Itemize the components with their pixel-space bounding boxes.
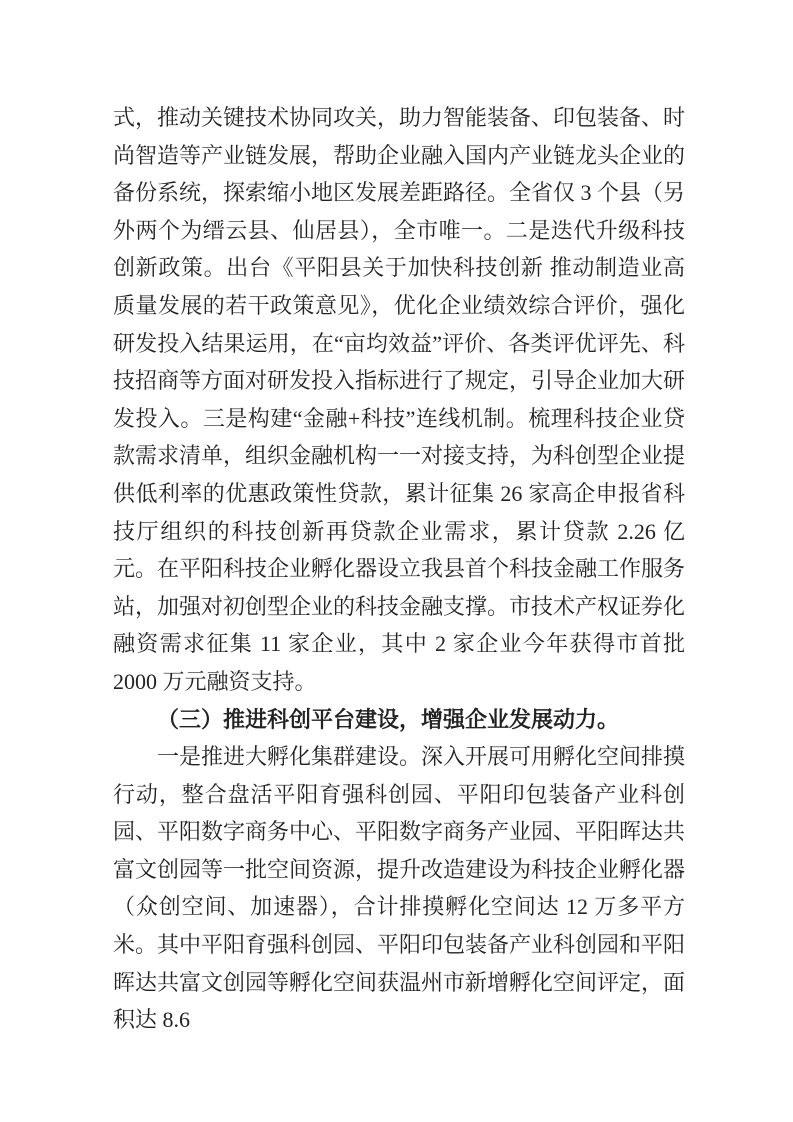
document-text-block: [113, 99, 685, 1039]
paragraph-body: 一是推进大孵化集群建设。深入开展可用孵化空间排摸行动，整合盘活平阳育强科创园、平阳印包装备产业科创园、平阳数字商务中心、平阳数字商务产业园、平阳晖达共富文创园等一批空间资源，提升改造建设为科技企业孵化器（众创空间、加速器），合计排摸孵化空间达 12 万多平方米。其中平阳育强科创园、平阳印包装备产业科创园和平阳晖达共富文创园等孵化空间获温州市新增孵化空间评定，面积达 8.6: [113, 744, 686, 1033]
section-heading: （三）推进科创平台建设，增强企业发展动力。: [157, 706, 620, 732]
paragraph-continuation: 式，推动关键技术协同攻关，助力智能装备、印包装备、时尚智造等产业链发展，帮助企业融入国内产业链龙头企业的备份系统，探索缩小地区发展差距路径。全省仅 3 个县（另外两个为缙云县、仙居县），全市唯一。二是迭代升级科技创新政策。出台《平阳县关于加快科技创新 推动制造业高质量发展的若干政策意见》，优化企业绩效综合评价，强化研发投入结果运用，在“亩均效益”评价、各类评优评先、科技招商等方面对研发投入指标进行了规定，引导企业加大研发投入。三是构建“金融+科技”连线机制。梳理科技企业贷款需求清单，组织金融机构一一对接支持，为科创型企业提供低利率的优惠政策性贷款，累计征集 26 家高企申报省科技厅组织的科技创新再贷款企业需求，累计贷款 2.26 亿元。在平阳科技企业孵化器设立我县首个科技金融工作服务站，加强对初创型企业的科技金融支撑。市技术产权证券化融资需求征集 11 家企业，其中 2 家企业今年获得市首批 2000 万元融资支持。: [113, 105, 686, 694]
